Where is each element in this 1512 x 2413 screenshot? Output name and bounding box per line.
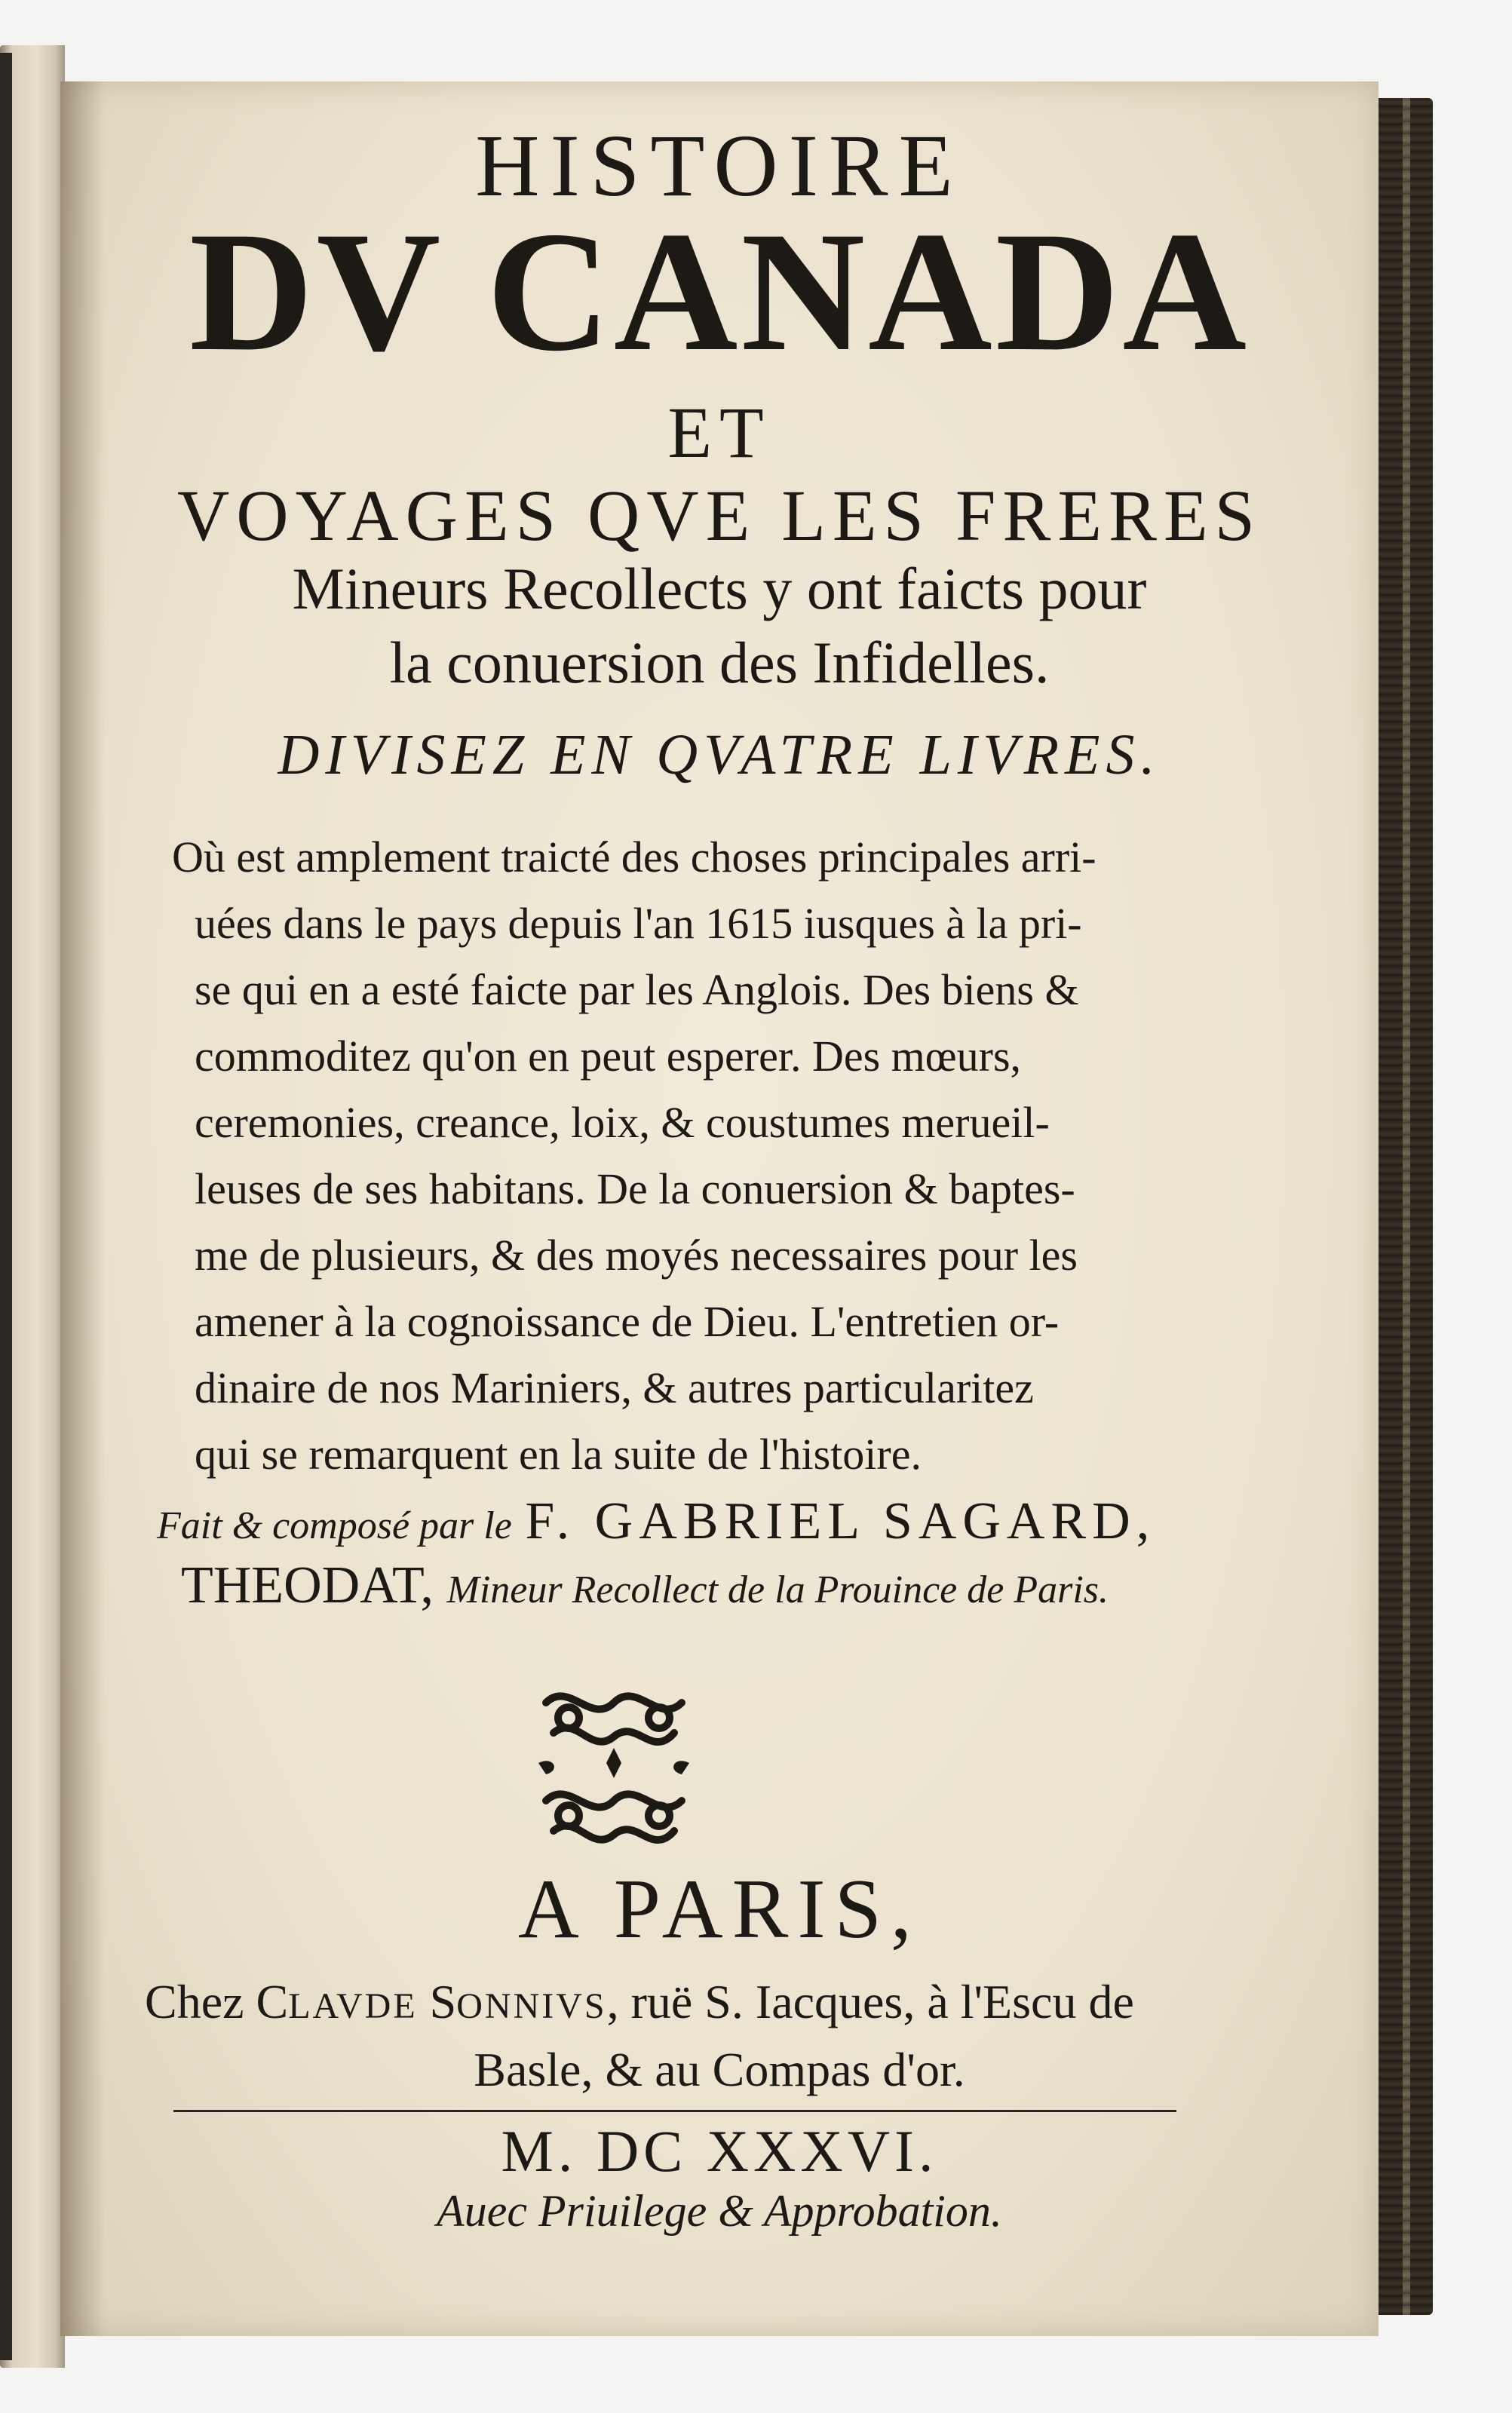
printer-ornament-icon xyxy=(523,1673,704,1861)
subtitle-line-1: VOYAGES QVE LES FRERES xyxy=(176,475,1262,556)
imprint-year: M. DC XXXVI. xyxy=(501,2118,938,2184)
imprint-city: A PARIS, xyxy=(518,1863,921,1956)
imprint-printer-line xyxy=(145,1974,1134,2030)
author-suffix: Mineur Recollect de la Prouince de Paris. xyxy=(446,1568,1109,1611)
description-line: amener à la cognoissance de Dieu. L'entretien or- xyxy=(195,1297,1060,1346)
title-et: ET xyxy=(667,392,771,473)
left-cover-edge xyxy=(0,53,12,2360)
description-line: se qui en a esté faicte par les Anglois. Des biens & xyxy=(195,965,1079,1014)
imprint-chez: Chez xyxy=(145,1975,244,2028)
author-prefix: Fait & composé par le xyxy=(157,1504,512,1547)
imprint-printer-claude: LAVDE xyxy=(288,1986,418,2026)
imprint-address: , ruë S. Iacques, à l'Escu de xyxy=(606,1975,1134,2028)
title-page xyxy=(60,81,1379,2336)
imprint-address-2: Basle, & au Compas d'or. xyxy=(474,2043,965,2096)
description-line: leuses de ses habitans. De la conuersion & baptes- xyxy=(195,1164,1075,1213)
imprint-printer-initial-s: S xyxy=(429,1975,457,2028)
subtitle-line-2: Mineurs Recollects y ont faicts pour xyxy=(292,556,1147,621)
imprint-rule xyxy=(173,2110,1176,2112)
divisions-line: DIVISEZ EN QVATRE LIVRES. xyxy=(278,723,1161,786)
imprint-printer-initial-c: C xyxy=(256,1975,289,2028)
title-line-canada: DV CANADA xyxy=(189,197,1250,387)
privilege-line: Auec Priuilege & Approbation. xyxy=(437,2186,1002,2236)
description-line: commoditez qu'on en peut esperer. Des mœurs, xyxy=(195,1032,1022,1081)
author-name: F. GABRIEL SAGARD, xyxy=(525,1492,1156,1550)
description-line: qui se remarquent en la suite de l'histoire. xyxy=(195,1430,922,1479)
author-name-2: THEODAT, xyxy=(181,1556,434,1614)
subtitle-line-3: la conuersion des Infidelles. xyxy=(389,630,1050,695)
author-line-1 xyxy=(157,1492,1155,1552)
author-line-2 xyxy=(181,1556,1109,1616)
description-line: me de plusieurs, & des moyés necessaires pour les xyxy=(195,1231,1078,1280)
description-line: uées dans le pays depuis l'an 1615 iusques à la pri- xyxy=(195,899,1082,948)
title-line-histoire: HISTOIRE xyxy=(475,116,964,215)
description-line: Où est amplement traicté des choses principales arri- xyxy=(172,832,1096,881)
imprint-printer-sonnius: ONNIVS xyxy=(456,1986,607,2026)
book-binding xyxy=(1372,98,1433,2315)
description-line: dinaire de nos Mariniers, & autres particularitez xyxy=(195,1363,1034,1412)
description-line: ceremonies, creance, loix, & coustumes merueil- xyxy=(195,1098,1050,1147)
